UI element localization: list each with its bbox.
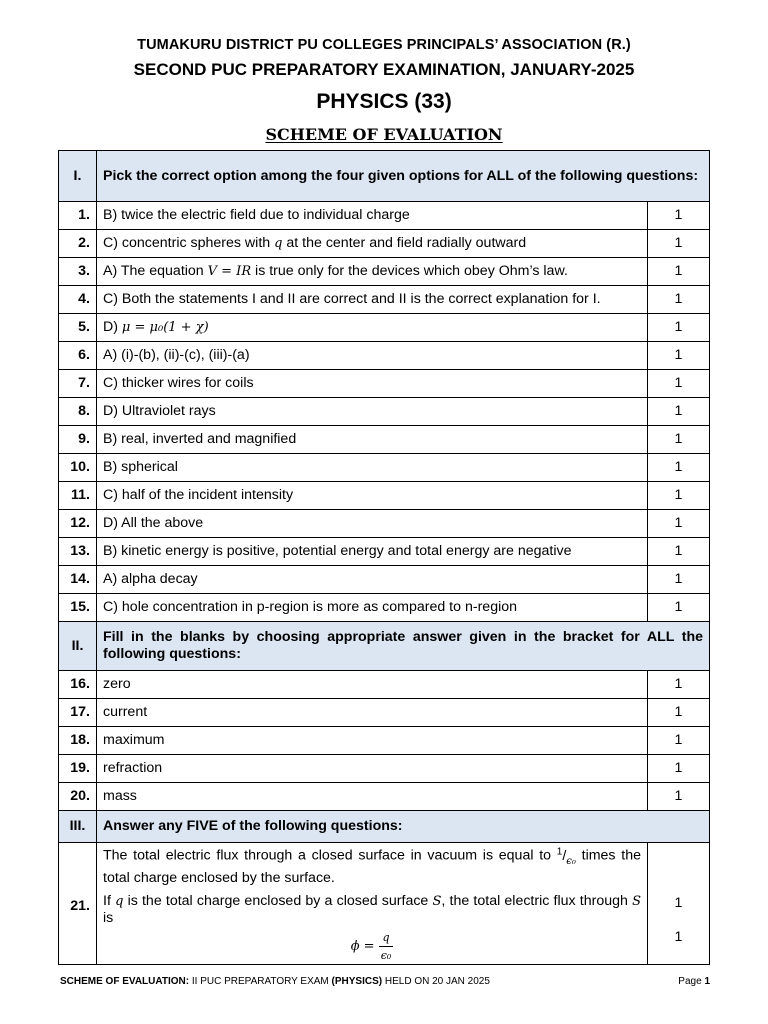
answer-row: [59, 538, 710, 566]
answer-text-part: at the center and field radially outward: [282, 235, 527, 251]
answer-row-21: [59, 843, 710, 965]
footer-text: SCHEME OF EVALUATION: II PUC PREPARATORY EXAM (PHYSICS) HELD ON 20 JAN 2025: [60, 976, 490, 987]
law-statement: The total electric flux through a closed surface in vacuum is equal to $^1/_{\epsilon_0}$ times the total charge enclosed by the surface.: [103, 846, 641, 886]
answer-row: [59, 286, 710, 314]
answer-row: [59, 454, 710, 482]
flux-statement: If q is the total charge enclosed by a closed surface S, the total electric flux through S is: [103, 892, 641, 926]
question-number: 8.: [59, 398, 97, 426]
association-title: TUMAKURU DISTRICT PU COLLEGES PRINCIPALS’ ASSOCIATION (R.): [137, 37, 631, 53]
answer-text: C) hole concentration in p-region is more as compared to n-region: [97, 594, 648, 622]
marks-cell: 1: [648, 699, 710, 727]
answer-row: [59, 783, 710, 811]
marks-cell: 1: [648, 314, 710, 342]
question-number: 5.: [59, 314, 97, 342]
question-number: 17.: [59, 699, 97, 727]
answer-text: D) Ultraviolet rays: [97, 398, 648, 426]
answer-text: C) Both the statements I and II are correct and II is the correct explanation for I.: [97, 286, 648, 314]
section-row: [59, 622, 710, 671]
answer-text: B) spherical: [97, 454, 648, 482]
math-expression: V = IR: [207, 264, 252, 279]
answer-row: [59, 699, 710, 727]
section-row: [59, 811, 710, 843]
answer-text-part: is true only for the devices which obey Ohm’s law.: [251, 263, 568, 279]
section-number: I.: [59, 151, 97, 202]
answer-row: [59, 755, 710, 783]
answer-row: [59, 314, 710, 342]
marks-cell: 1: [648, 230, 710, 258]
answer-text: [97, 843, 648, 965]
answer-text: zero: [97, 671, 648, 699]
answer-row: [59, 398, 710, 426]
answer-row: [59, 202, 710, 230]
question-number: 6.: [59, 342, 97, 370]
answer-text: B) real, inverted and magnified: [97, 426, 648, 454]
marks-cell: 1: [648, 482, 710, 510]
marks-cell: 1: [648, 783, 710, 811]
answer-text-part: D): [103, 319, 122, 335]
answer-text: A) (i)-(b), (ii)-(c), (iii)-(a): [97, 342, 648, 370]
marks-cell: 1: [648, 510, 710, 538]
question-number: 1.: [59, 202, 97, 230]
answer-text: D) All the above: [97, 510, 648, 538]
mark-1: 1: [674, 895, 683, 911]
marks-cell: 1: [648, 538, 710, 566]
math-expression: q: [274, 236, 283, 251]
answer-text-part: C) concentric spheres with: [103, 235, 275, 251]
marks-cell: 1: [648, 566, 710, 594]
answer-row: [59, 426, 710, 454]
marks-cell: 1: [648, 286, 710, 314]
answer-text: C) half of the incident intensity: [97, 482, 648, 510]
answer-text: B) kinetic energy is positive, potential energy and total energy are negative: [97, 538, 648, 566]
section-number: II.: [59, 622, 97, 671]
answer-text: [97, 258, 648, 286]
question-number: 14.: [59, 566, 97, 594]
question-number: 2.: [59, 230, 97, 258]
question-number: 18.: [59, 727, 97, 755]
question-number: 9.: [59, 426, 97, 454]
mark-2: 1: [674, 929, 683, 945]
marks-cell: 1: [648, 370, 710, 398]
answer-row: [59, 342, 710, 370]
question-number: 21.: [59, 843, 97, 965]
answer-text: [97, 230, 648, 258]
section-instruction: Fill in the blanks by choosing appropriate answer given in the bracket for ALL the following questions:: [97, 622, 710, 671]
section-instruction: Answer any FIVE of the following questions:: [97, 811, 710, 843]
answer-text: maximum: [97, 727, 648, 755]
question-number: 13.: [59, 538, 97, 566]
question-number: 19.: [59, 755, 97, 783]
question-number: 12.: [59, 510, 97, 538]
marks-cell: 1: [648, 342, 710, 370]
answer-row: [59, 510, 710, 538]
answer-row: [59, 727, 710, 755]
section-instruction: Pick the correct option among the four given options for ALL of the following questions:: [97, 151, 710, 202]
answer-text: B) twice the electric field due to individual charge: [97, 202, 648, 230]
answer-text: [97, 314, 648, 342]
gauss-formula: ϕ = $\frac{q}{\text{ϵ₀}}$: [350, 930, 392, 962]
answer-text-part: A) The equation: [103, 263, 208, 279]
question-number: 3.: [59, 258, 97, 286]
answer-row: [59, 566, 710, 594]
question-number: 7.: [59, 370, 97, 398]
answer-row: [59, 258, 710, 286]
question-number: 4.: [59, 286, 97, 314]
question-number: 20.: [59, 783, 97, 811]
page-number: Page 1: [678, 976, 710, 987]
answer-text: refraction: [97, 755, 648, 783]
marks-cell: 1: [648, 594, 710, 622]
answer-row: [59, 594, 710, 622]
marks-cell: 1: [648, 258, 710, 286]
answer-text: C) thicker wires for coils: [97, 370, 648, 398]
section-number: III.: [59, 811, 97, 843]
scheme-title: SCHEME OF EVALUATION: [265, 125, 503, 144]
answer-text: A) alpha decay: [97, 566, 648, 594]
marks-cell: 1: [648, 202, 710, 230]
question-number: 10.: [59, 454, 97, 482]
answer-row: [59, 482, 710, 510]
answer-text: current: [97, 699, 648, 727]
question-number: 16.: [59, 671, 97, 699]
page-footer: [60, 976, 710, 987]
evaluation-table: [58, 150, 710, 965]
answer-row: [59, 230, 710, 258]
answer-row: [59, 671, 710, 699]
marks-cell: 1: [648, 727, 710, 755]
marks-cell: 1: [648, 426, 710, 454]
question-number: 15.: [59, 594, 97, 622]
marks-cell: [648, 843, 710, 965]
question-number: 11.: [59, 482, 97, 510]
section-row: [59, 151, 710, 202]
answer-text: mass: [97, 783, 648, 811]
marks-cell: 1: [648, 671, 710, 699]
math-expression: μ = μ₀(1 + χ): [121, 320, 209, 335]
marks-cell: 1: [648, 454, 710, 482]
one-over-epsilon: $^1/_{\epsilon_0}$: [556, 846, 576, 867]
marks-cell: 1: [648, 755, 710, 783]
subject-title: PHYSICS (33): [316, 90, 452, 113]
exam-title: SECOND PUC PREPARATORY EXAMINATION, JANUARY-2025: [133, 60, 635, 79]
answer-row: [59, 370, 710, 398]
marks-cell: 1: [648, 398, 710, 426]
